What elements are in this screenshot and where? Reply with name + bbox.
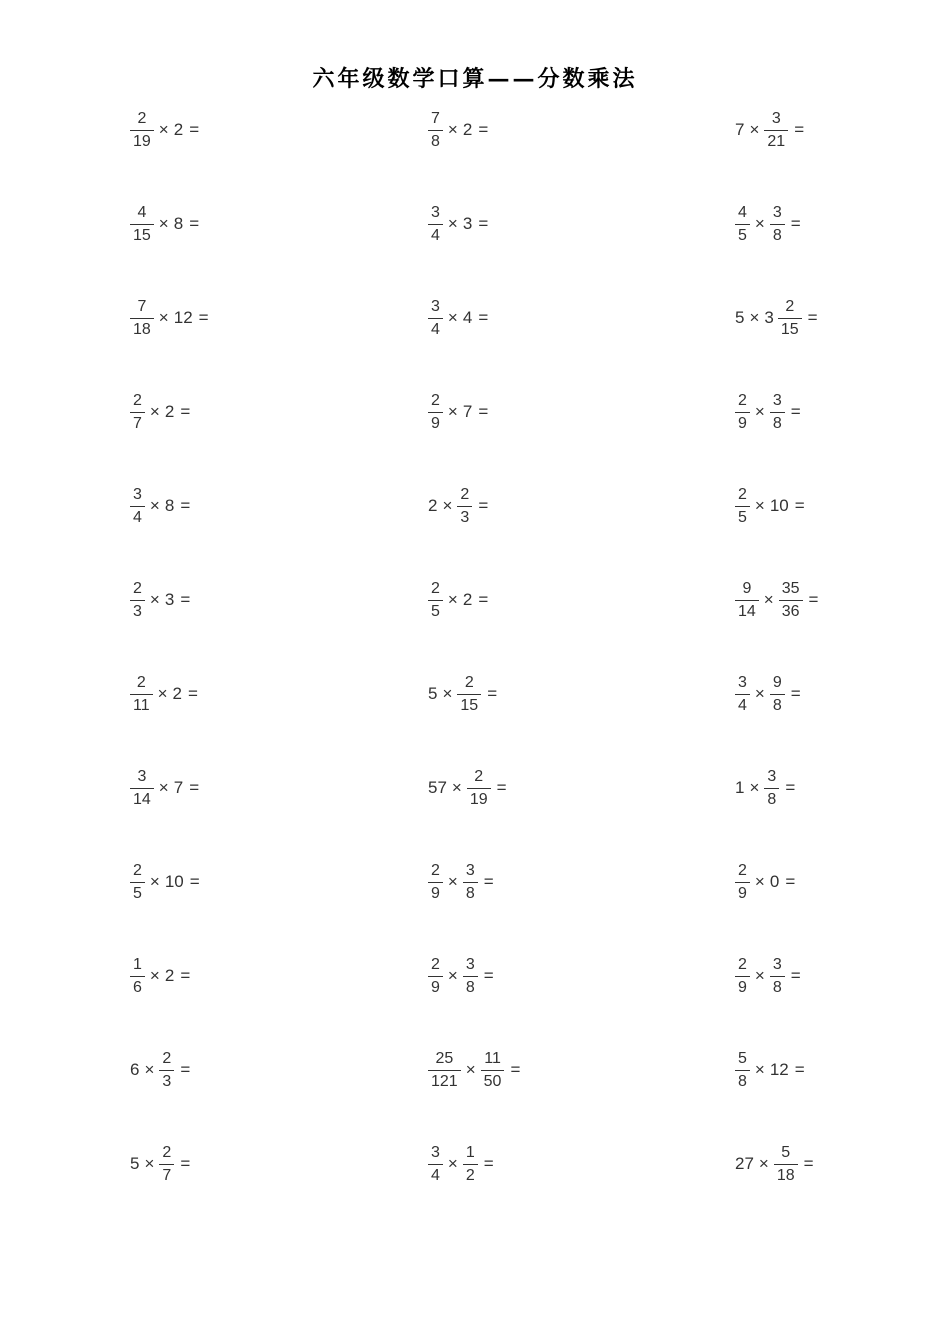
times-sign: × <box>447 590 458 609</box>
denominator: 9 <box>735 976 750 996</box>
times-sign: × <box>144 1154 155 1173</box>
problem-row <box>0 758 950 852</box>
fraction <box>735 1051 750 1090</box>
numerator: 3 <box>772 955 782 973</box>
whole-number: 4 <box>462 308 473 327</box>
numerator: 4 <box>137 203 147 221</box>
equals-sign: = <box>180 966 191 985</box>
times-sign: × <box>754 872 765 891</box>
times-sign: × <box>442 684 453 703</box>
fraction <box>735 205 750 244</box>
denominator: 18 <box>774 1164 798 1184</box>
denominator: 121 <box>428 1070 461 1090</box>
problem-item <box>426 758 507 818</box>
problem-item <box>128 852 200 912</box>
equals-sign: = <box>188 684 198 703</box>
numerator: 3 <box>771 109 781 127</box>
times-sign: × <box>758 1154 769 1173</box>
whole-number: 10 <box>164 872 184 891</box>
denominator: 5 <box>735 224 750 244</box>
problem-item <box>128 100 199 160</box>
fraction <box>770 393 785 432</box>
whole-number: 12 <box>173 308 193 327</box>
numerator: 2 <box>738 955 747 973</box>
whole-number: 7 <box>462 402 473 421</box>
problem-item <box>128 382 190 442</box>
whole-number: 2 <box>428 496 438 515</box>
denominator: 8 <box>770 976 785 996</box>
problem-item <box>426 288 488 348</box>
denominator: 14 <box>735 600 759 620</box>
times-sign: × <box>149 402 160 421</box>
problem-row <box>0 100 950 194</box>
problem-item <box>128 570 190 630</box>
equals-sign: = <box>790 966 801 985</box>
denominator: 19 <box>467 788 491 808</box>
whole-number: 2 <box>462 120 473 139</box>
fraction <box>130 299 154 338</box>
denominator: 4 <box>428 224 443 244</box>
times-sign: × <box>157 684 168 703</box>
denominator: 4 <box>428 318 443 338</box>
problem-item <box>128 1040 190 1100</box>
equals-sign: = <box>180 402 191 421</box>
whole-number: 5 <box>735 308 745 327</box>
whole-number: 3 <box>764 308 774 327</box>
numerator: 3 <box>772 391 782 409</box>
equals-sign: = <box>785 778 796 797</box>
problem-row <box>0 1134 950 1228</box>
times-sign: × <box>447 120 458 139</box>
equals-sign: = <box>478 308 489 327</box>
times-sign: × <box>447 402 458 421</box>
denominator: 4 <box>130 506 145 526</box>
problem-row <box>0 382 950 476</box>
fraction <box>735 581 759 620</box>
fraction <box>428 299 443 338</box>
denominator: 8 <box>428 130 443 150</box>
numerator: 2 <box>162 1143 172 1161</box>
problem-item <box>733 1134 814 1194</box>
fraction <box>130 675 153 714</box>
numerator: 3 <box>431 1143 440 1161</box>
equals-sign: = <box>487 684 498 703</box>
numerator: 3 <box>431 203 440 221</box>
times-sign: × <box>447 214 458 233</box>
numerator: 5 <box>738 1049 747 1067</box>
equals-sign: = <box>790 214 801 233</box>
problem-row <box>0 476 950 570</box>
equals-sign: = <box>478 590 489 609</box>
whole-number: 12 <box>769 1060 789 1079</box>
denominator: 4 <box>735 694 750 714</box>
numerator: 2 <box>464 673 474 691</box>
times-sign: × <box>447 872 458 891</box>
problem-item <box>733 852 795 912</box>
problem-item <box>426 382 488 442</box>
equals-sign: = <box>478 120 489 139</box>
problem-item <box>426 476 488 536</box>
numerator: 3 <box>431 297 440 315</box>
numerator: 2 <box>738 485 747 503</box>
denominator: 7 <box>130 412 145 432</box>
equals-sign: = <box>483 966 494 985</box>
fraction <box>735 863 750 902</box>
equals-sign: = <box>483 1154 494 1173</box>
fraction <box>428 1051 461 1090</box>
whole-number: 3 <box>164 590 175 609</box>
times-sign: × <box>754 496 765 515</box>
times-sign: × <box>158 214 169 233</box>
equals-sign: = <box>785 872 796 891</box>
denominator: 14 <box>130 788 154 808</box>
numerator: 7 <box>431 109 440 127</box>
problem-item <box>733 664 801 724</box>
denominator: 9 <box>428 412 443 432</box>
times-sign: × <box>149 966 160 985</box>
times-sign: × <box>158 120 169 139</box>
numerator: 2 <box>474 767 484 785</box>
equals-sign: = <box>180 1060 191 1079</box>
fraction <box>770 205 785 244</box>
numerator: 4 <box>738 203 747 221</box>
problem-row <box>0 664 950 758</box>
times-sign: × <box>754 402 765 421</box>
fraction <box>778 299 802 338</box>
whole-number: 2 <box>173 120 184 139</box>
equals-sign: = <box>189 872 200 891</box>
numerator: 2 <box>431 861 440 879</box>
whole-number: 27 <box>735 1154 754 1173</box>
denominator: 8 <box>770 224 785 244</box>
denominator: 5 <box>428 600 443 620</box>
times-sign: × <box>158 308 169 327</box>
problem-row <box>0 1040 950 1134</box>
denominator: 3 <box>159 1070 174 1090</box>
fraction <box>735 487 750 526</box>
times-sign: × <box>749 308 760 327</box>
fraction <box>130 769 154 808</box>
fraction <box>130 111 154 150</box>
equals-sign: = <box>794 496 805 515</box>
denominator: 50 <box>481 1070 505 1090</box>
numerator: 2 <box>738 391 747 409</box>
fraction <box>481 1051 505 1090</box>
problem-item <box>733 758 795 818</box>
problem-item <box>426 664 497 724</box>
fraction <box>764 769 779 808</box>
equals-sign: = <box>790 684 801 703</box>
equals-sign: = <box>180 590 191 609</box>
problem-row <box>0 288 950 382</box>
times-sign: × <box>754 684 765 703</box>
equals-sign: = <box>189 778 200 797</box>
numerator: 2 <box>460 485 470 503</box>
problem-row <box>0 946 950 1040</box>
denominator: 19 <box>130 130 154 150</box>
numerator: 35 <box>781 579 800 597</box>
times-sign: × <box>754 966 765 985</box>
whole-number: 2 <box>172 684 183 703</box>
problem-grid <box>0 100 950 1228</box>
problem-row <box>0 194 950 288</box>
problem-item <box>733 570 818 630</box>
fraction <box>774 1145 798 1184</box>
equals-sign: = <box>478 214 489 233</box>
fraction <box>779 581 803 620</box>
numerator: 2 <box>431 955 440 973</box>
fraction <box>428 393 443 432</box>
problem-item <box>128 1134 190 1194</box>
equals-sign: = <box>794 1060 805 1079</box>
problem-item <box>733 476 805 536</box>
times-sign: × <box>447 966 458 985</box>
denominator: 9 <box>735 882 750 902</box>
denominator: 8 <box>735 1070 750 1090</box>
numerator: 9 <box>772 673 782 691</box>
fraction <box>457 487 472 526</box>
problem-item <box>426 100 488 160</box>
whole-number: 7 <box>735 120 745 139</box>
equals-sign: = <box>483 872 494 891</box>
problem-item <box>128 288 209 348</box>
problem-item <box>426 570 488 630</box>
denominator: 8 <box>770 694 785 714</box>
problem-item <box>733 382 801 442</box>
times-sign: × <box>447 1154 458 1173</box>
times-sign: × <box>763 590 774 609</box>
fraction <box>130 393 145 432</box>
equals-sign: = <box>803 1154 814 1173</box>
numerator: 3 <box>137 767 147 785</box>
times-sign: × <box>149 872 160 891</box>
numerator: 3 <box>767 767 777 785</box>
denominator: 36 <box>779 600 803 620</box>
times-sign: × <box>149 590 160 609</box>
fraction <box>130 205 154 244</box>
equals-sign: = <box>180 1154 191 1173</box>
numerator: 2 <box>162 1049 172 1067</box>
problem-row <box>0 570 950 664</box>
numerator: 3 <box>772 203 782 221</box>
numerator: 5 <box>781 1143 791 1161</box>
numerator: 3 <box>738 673 747 691</box>
fraction <box>130 487 145 526</box>
equals-sign: = <box>189 214 200 233</box>
equals-sign: = <box>496 778 507 797</box>
whole-number: 1 <box>735 778 745 797</box>
fraction <box>130 581 145 620</box>
fraction <box>428 205 443 244</box>
fraction <box>735 675 750 714</box>
denominator: 11 <box>130 694 153 714</box>
times-sign: × <box>451 778 462 797</box>
problem-item <box>426 194 488 254</box>
whole-number: 10 <box>769 496 789 515</box>
fraction <box>428 111 443 150</box>
fraction <box>130 863 145 902</box>
numerator: 11 <box>484 1049 501 1067</box>
whole-number: 2 <box>164 402 175 421</box>
denominator: 8 <box>770 412 785 432</box>
denominator: 8 <box>463 882 478 902</box>
denominator: 8 <box>764 788 779 808</box>
problem-item <box>426 946 494 1006</box>
numerator: 3 <box>465 955 475 973</box>
denominator: 6 <box>130 976 145 996</box>
problem-item <box>426 1040 520 1100</box>
problem-item <box>426 1134 494 1194</box>
denominator: 21 <box>764 130 788 150</box>
whole-number: 2 <box>164 966 175 985</box>
times-sign: × <box>442 496 453 515</box>
fraction <box>428 581 443 620</box>
numerator: 2 <box>785 297 795 315</box>
numerator: 2 <box>133 579 142 597</box>
fraction <box>463 1145 478 1184</box>
worksheet-title: 六年级数学口算——分数乘法 <box>312 66 638 92</box>
fraction <box>735 957 750 996</box>
numerator: 7 <box>137 297 147 315</box>
whole-number: 57 <box>428 778 447 797</box>
numerator: 2 <box>431 391 440 409</box>
fraction <box>130 957 145 996</box>
problem-item <box>733 194 801 254</box>
numerator: 1 <box>133 955 142 973</box>
denominator: 8 <box>463 976 478 996</box>
numerator: 2 <box>738 861 747 879</box>
times-sign: × <box>447 308 458 327</box>
fraction <box>463 957 478 996</box>
denominator: 15 <box>457 694 481 714</box>
times-sign: × <box>465 1060 476 1079</box>
numerator: 2 <box>136 673 146 691</box>
numerator: 1 <box>465 1143 475 1161</box>
denominator: 5 <box>130 882 145 902</box>
fraction <box>467 769 491 808</box>
whole-number: 6 <box>130 1060 140 1079</box>
problem-item <box>733 288 818 348</box>
numerator: 3 <box>465 861 475 879</box>
problem-item <box>733 946 801 1006</box>
whole-number: 8 <box>164 496 175 515</box>
equals-sign: = <box>794 120 805 139</box>
fraction <box>735 393 750 432</box>
denominator: 3 <box>457 506 472 526</box>
times-sign: × <box>749 778 760 797</box>
denominator: 2 <box>463 1164 478 1184</box>
denominator: 18 <box>130 318 154 338</box>
denominator: 9 <box>428 976 443 996</box>
numerator: 25 <box>435 1049 454 1067</box>
problem-item <box>128 664 198 724</box>
problem-item <box>128 946 190 1006</box>
whole-number: 5 <box>130 1154 140 1173</box>
denominator: 4 <box>428 1164 443 1184</box>
whole-number: 2 <box>462 590 473 609</box>
numerator: 3 <box>133 485 142 503</box>
numerator: 2 <box>133 861 142 879</box>
fraction <box>770 957 785 996</box>
whole-number: 3 <box>462 214 473 233</box>
denominator: 9 <box>428 882 443 902</box>
denominator: 15 <box>130 224 154 244</box>
numerator: 2 <box>137 109 147 127</box>
equals-sign: = <box>807 308 818 327</box>
problem-item <box>128 194 199 254</box>
problem-row <box>0 852 950 946</box>
times-sign: × <box>149 496 160 515</box>
whole-number: 5 <box>428 684 438 703</box>
whole-number: 0 <box>769 872 780 891</box>
denominator: 15 <box>778 318 802 338</box>
fraction <box>764 111 788 150</box>
equals-sign: = <box>808 590 819 609</box>
times-sign: × <box>144 1060 155 1079</box>
fraction <box>428 863 443 902</box>
fraction <box>457 675 481 714</box>
numerator: 2 <box>431 579 440 597</box>
equals-sign: = <box>180 496 191 515</box>
problem-item <box>128 758 199 818</box>
numerator: 2 <box>133 391 142 409</box>
numerator: 9 <box>742 579 752 597</box>
problem-item <box>426 852 494 912</box>
denominator: 5 <box>735 506 750 526</box>
equals-sign: = <box>790 402 801 421</box>
denominator: 9 <box>735 412 750 432</box>
fraction <box>770 675 785 714</box>
fraction <box>463 863 478 902</box>
problem-item <box>128 476 190 536</box>
equals-sign: = <box>478 402 489 421</box>
fraction <box>159 1145 174 1184</box>
times-sign: × <box>754 214 765 233</box>
denominator: 7 <box>159 1164 174 1184</box>
fraction <box>159 1051 174 1090</box>
fraction <box>428 1145 443 1184</box>
denominator: 3 <box>130 600 145 620</box>
equals-sign: = <box>198 308 209 327</box>
times-sign: × <box>754 1060 765 1079</box>
times-sign: × <box>158 778 169 797</box>
whole-number: 8 <box>173 214 184 233</box>
whole-number: 7 <box>173 778 184 797</box>
problem-item <box>733 1040 805 1100</box>
problem-item <box>733 100 804 160</box>
times-sign: × <box>749 120 760 139</box>
fraction <box>428 957 443 996</box>
equals-sign: = <box>510 1060 521 1079</box>
equals-sign: = <box>189 120 200 139</box>
equals-sign: = <box>478 496 489 515</box>
